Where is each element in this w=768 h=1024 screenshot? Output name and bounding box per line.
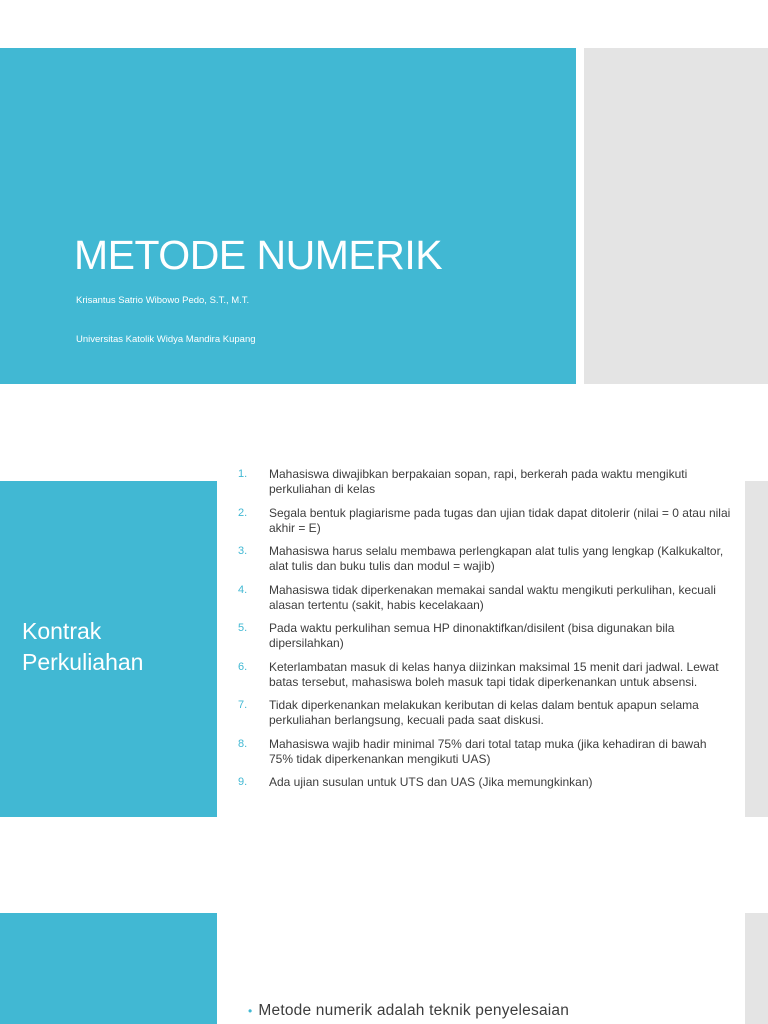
definition-bullet xyxy=(248,1002,569,1020)
rule-text: Keterlambatan masuk di kelas hanya diizinkan maksimal 15 menit dari jadwal. Lewat batas tersebut, mahasiswa boleh masuk tapi tidak diperkenankan untuk absensi. xyxy=(269,659,719,689)
definition-slide-panel xyxy=(0,913,217,1024)
rule-number: 8. xyxy=(238,737,248,750)
contract-slide-side-panel xyxy=(745,481,768,817)
contract-slide-title: Kontrak Perkuliahan xyxy=(22,618,144,676)
rule-number: 2. xyxy=(238,506,248,519)
rule-text: Mahasiswa tidak diperkenakan memakai sandal waktu mengikuti perkulihan, kecuali alasan tertentu (sakit, habis kecelakaan) xyxy=(269,582,716,612)
rule-text: Tidak diperkenankan melakukan keributan di kelas dalam bentuk apapun selama perkuliahan berlangsung, kecuali pada saat diskusi. xyxy=(269,698,699,727)
definition-slide-side-panel xyxy=(745,913,768,1024)
rule-text: Pada waktu perkulihan semua HP dinonaktifkan/disilent (bisa digunakan bila dipersilahkan) xyxy=(269,621,675,650)
rule-number: 6. xyxy=(238,660,248,673)
rule-number: 4. xyxy=(238,583,248,596)
list-item xyxy=(238,467,733,497)
bullet-icon: • xyxy=(248,1004,253,1018)
rule-number: 1. xyxy=(238,468,248,480)
list-item xyxy=(238,583,733,613)
rule-number: 9. xyxy=(238,776,248,788)
rule-text: Segala bentuk plagiarisme pada tugas dan ujian tidak dapat ditolerir (nilai = 0 atau nilai akhir = E) xyxy=(269,505,731,535)
contract-rules-list xyxy=(238,467,733,799)
title-slide-side-panel xyxy=(584,48,768,384)
list-item xyxy=(238,660,733,690)
rule-number: 7. xyxy=(238,699,248,711)
list-item xyxy=(238,775,733,790)
rule-number: 5. xyxy=(238,622,248,634)
list-item xyxy=(238,506,733,536)
rule-number: 3. xyxy=(238,545,248,557)
author-name: Krisantus Satrio Wibowo Pedo, S.T., M.T. xyxy=(76,295,250,306)
rule-text: Ada ujian susulan untuk UTS dan UAS (Jika memungkinkan) xyxy=(269,775,593,789)
rule-text: Mahasiswa wajib hadir minimal 75% dari total tatap muka (jika kehadiran di bawah 75% tidak diperkenankan mengikuti UAS) xyxy=(269,736,707,766)
list-item xyxy=(238,544,733,574)
rule-text: Mahasiswa harus selalu membawa perlengkapan alat tulis yang lengkap (Kalkukaltor, alat tulis dan buku tulis dan modul = wajib) xyxy=(269,544,724,573)
list-item xyxy=(238,698,733,728)
list-item xyxy=(238,737,733,767)
page-title: METODE NUMERIK xyxy=(74,232,443,278)
list-item xyxy=(238,621,733,651)
definition-text: Metode numerik adalah teknik penyelesaian xyxy=(258,1002,570,1019)
university-name: Universitas Katolik Widya Mandira Kupang xyxy=(76,334,256,345)
rule-text: Mahasiswa diwajibkan berpakaian sopan, rapi, berkerah pada waktu mengikuti perkuliahan di kelas xyxy=(269,467,688,496)
